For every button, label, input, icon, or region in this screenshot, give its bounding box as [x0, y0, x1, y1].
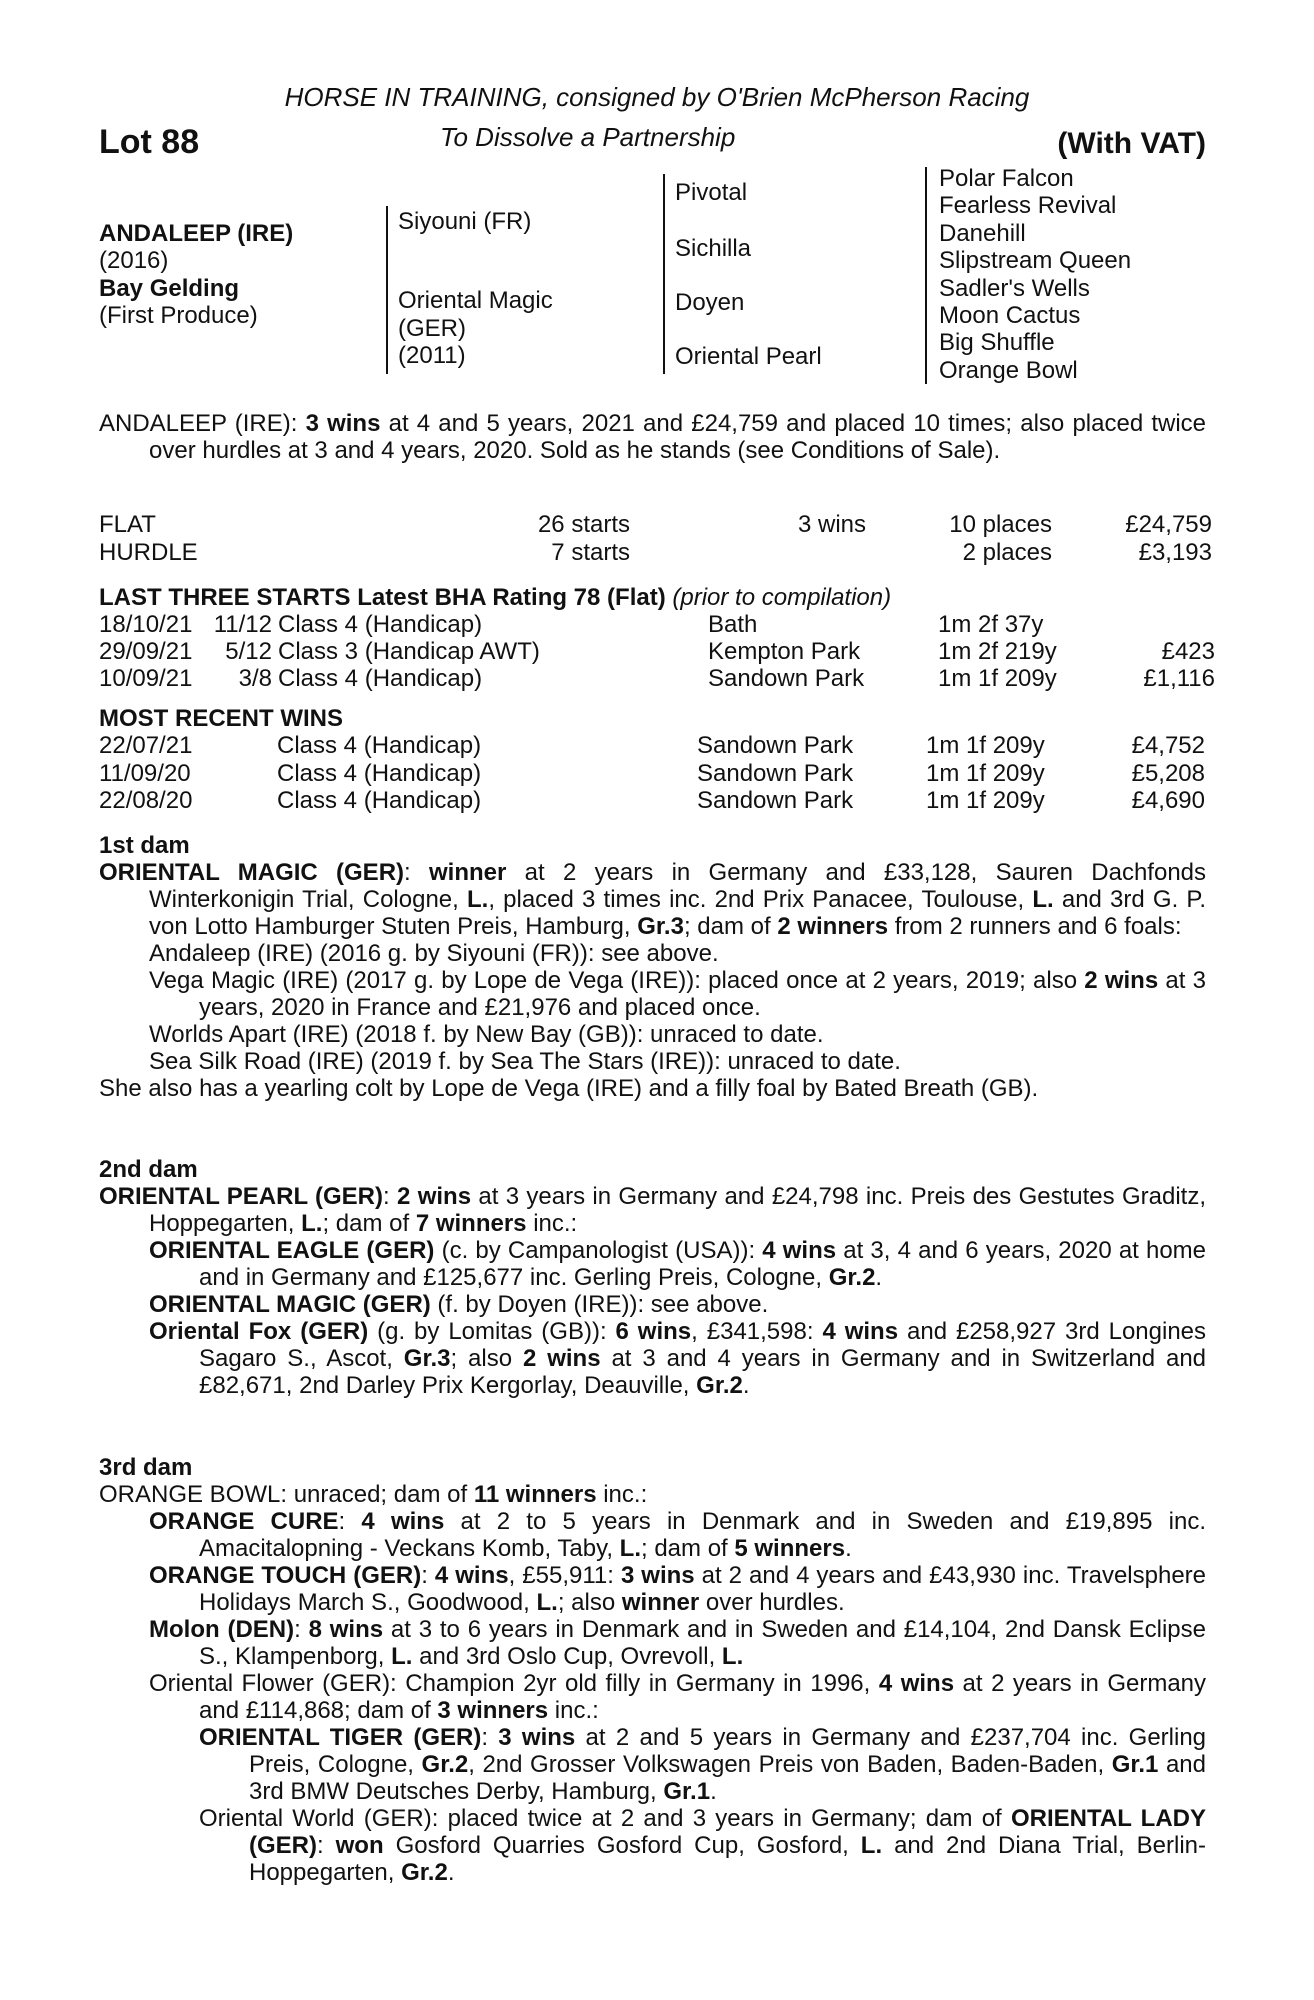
bold-text: Gr.2	[828, 1264, 876, 1291]
paragraph	[99, 1075, 1206, 1102]
record-prize: £3,193	[1138, 539, 1212, 566]
text: from 2 runners and 6 foals:	[888, 913, 1182, 940]
great-grandparent: Big Shuffle	[939, 329, 1055, 357]
bold-text: ORIENTAL LADY (GER)	[249, 1805, 1206, 1859]
record-prize: £24,759	[1125, 511, 1212, 538]
win-distance: 1m 1f 209y	[926, 759, 1045, 787]
bold-text: ORANGE TOUCH (GER)	[149, 1562, 422, 1589]
text: .	[875, 1264, 883, 1291]
text: :	[421, 1562, 435, 1589]
bold-text: ORIENTAL TIGER (GER)	[199, 1724, 482, 1751]
bold-text: 8 wins	[308, 1616, 384, 1643]
text: .	[742, 1372, 750, 1399]
pedigree-divider	[386, 206, 388, 374]
bold-text: ORIENTAL MAGIC (GER)	[99, 859, 405, 886]
bold-text: 4 wins	[762, 1237, 837, 1264]
bold-text: Oriental Fox (GER)	[149, 1318, 369, 1345]
text: at 3 years in Germany and £24,798 inc. Preis des Gestutes Graditz, Hoppegarten,	[149, 1183, 1207, 1237]
win-distance: 1m 1f 209y	[926, 732, 1045, 759]
text: (c. by Campanologist (USA)):	[434, 1237, 763, 1264]
last-three-note: (prior to compilation)	[672, 584, 892, 611]
text: Oriental World (GER): placed twice at 2 and 3 years in Germany; dam of	[199, 1805, 1011, 1832]
great-grandparents	[939, 165, 1131, 384]
recent-wins-heading: MOST RECENT WINS	[99, 705, 343, 732]
win-race: Class 4 (Handicap)	[277, 759, 482, 787]
bold-text: ORANGE CURE	[149, 1508, 339, 1535]
win-track: Sandown Park	[697, 787, 854, 814]
win-prize: £4,752	[1131, 732, 1205, 759]
win-race: Class 4 (Handicap)	[277, 787, 482, 814]
win-race: Class 4 (Handicap)	[277, 732, 482, 759]
horse-produce: (First Produce)	[99, 302, 258, 329]
text: , placed 3 times inc. 2nd Prix Panacee, Toulouse,	[488, 886, 1033, 913]
text: ; also	[450, 1345, 523, 1372]
horse-name: ANDALEEP (IRE)	[99, 220, 294, 247]
paragraph	[99, 1508, 1206, 1562]
text: at 2 years in Germany and £114,868; dam of	[199, 1670, 1207, 1724]
bold-text: 4 wins	[822, 1318, 899, 1345]
win-track: Sandown Park	[697, 732, 854, 759]
great-grandparent: Orange Bowl	[939, 356, 1078, 384]
record-wins: 3 wins	[797, 511, 866, 538]
record-type: FLAT	[99, 511, 156, 538]
start-row	[0, 665, 1314, 692]
text: .	[710, 1778, 717, 1805]
text: Worlds Apart (IRE) (2018 f. by New Bay (GB)): unraced to date.	[149, 1021, 824, 1048]
great-grandparent: Polar Falcon	[939, 165, 1074, 192]
paragraph	[99, 1237, 1206, 1291]
start-position: 11/12	[213, 611, 272, 638]
bold-text: 4 wins	[434, 1562, 509, 1589]
start-row	[0, 611, 1314, 638]
second-dam-heading: 2nd dam	[99, 1156, 198, 1183]
bold-text: Gr.1	[663, 1778, 711, 1805]
text: at 3 and 4 years in Germany and in Switzerland and £82,671, 2nd Darley Prix Kergorlay, Deauville,	[199, 1345, 1207, 1399]
bold-text: 11 winners	[473, 1481, 597, 1508]
text: (g. by Lomitas (GB)):	[368, 1318, 616, 1345]
text: Gosford Quarries Gosford Cup, Gosford,	[383, 1832, 861, 1859]
text: :	[294, 1616, 309, 1643]
bold-text: 4 wins	[361, 1508, 445, 1535]
bold-text: Gr.2	[401, 1859, 448, 1886]
paragraph	[99, 1670, 1206, 1724]
text: and 3rd BMW Deutsches Derby, Hamburg,	[249, 1751, 1207, 1805]
text: and 3rd Oslo Cup, Ovrevoll,	[412, 1643, 722, 1670]
text: :	[481, 1724, 499, 1751]
text: ORANGE BOWL: unraced; dam of	[99, 1481, 474, 1508]
start-position: 3/8	[238, 665, 272, 692]
bold-text: 2 wins	[522, 1345, 601, 1372]
start-race: Class 4 (Handicap)	[278, 611, 483, 638]
text: at 2 years in Germany and £33,128, Sauren Dachfonds Winterkonigin Trial, Cologne,	[149, 859, 1207, 913]
text: Andaleep (IRE) (2016 g. by Siyouni (FR)): see above.	[149, 940, 719, 967]
start-row	[0, 638, 1314, 665]
bold-text: 7 winners	[415, 1210, 527, 1237]
start-distance: 1m 2f 37y	[938, 611, 1044, 638]
grandparent: Oriental Pearl	[675, 343, 822, 370]
record-starts: 7 starts	[551, 539, 630, 566]
paragraph	[99, 967, 1206, 1021]
text: She also has a yearling colt by Lope de Vega (IRE) and a filly foal by Bated Breath (GB).	[99, 1075, 1039, 1102]
last-three-heading	[99, 584, 891, 611]
text: ANDALEEP (IRE):	[99, 410, 306, 437]
bold-text: 6 wins	[615, 1318, 692, 1345]
paragraph	[99, 1183, 1206, 1237]
text: at 2 to 5 years in Denmark and in Sweden and £19,895 inc. Amacitalopning - Veckans Komb, Taby,	[199, 1508, 1207, 1562]
text: ; also	[557, 1589, 622, 1616]
record-places: 10 places	[949, 511, 1052, 538]
record-row	[0, 511, 1314, 538]
bold-text: 2 winners	[777, 913, 889, 940]
bold-text: L.	[1032, 886, 1054, 913]
win-date: 22/07/21	[99, 732, 193, 759]
lot-number: Lot 88	[99, 123, 200, 161]
start-prize: £423	[1161, 638, 1215, 665]
bold-text: L.	[536, 1589, 558, 1616]
paragraph	[99, 1616, 1206, 1670]
bold-text: 4 wins	[878, 1670, 955, 1697]
first-dam-heading: 1st dam	[99, 832, 190, 859]
bold-text: 2 wins	[1084, 967, 1159, 994]
record-type: HURDLE	[99, 539, 198, 566]
win-distance: 1m 1f 209y	[926, 787, 1045, 814]
start-track: Sandown Park	[708, 665, 865, 692]
text: Vega Magic (IRE) (2017 g. by Lope de Vega (IRE)): placed once at 2 years, 2019; also	[149, 967, 1085, 994]
dam-year: (2011)	[398, 342, 466, 369]
start-date: 10/09/21	[99, 665, 193, 692]
second-dam-section	[99, 1156, 1206, 1399]
text: and 2nd Diana Trial, Berlin-Hoppegarten,	[249, 1832, 1206, 1886]
bold-text: Gr.1	[1111, 1751, 1159, 1778]
text: at 4 and 5 years, 2021 and £24,759 and placed 10 times; also placed twice over hurdles at 3 and 4 years, 2020. Sold as he stands (see Conditions of Sale).	[149, 410, 1206, 464]
bold-text: winner	[429, 859, 507, 886]
sire-name: Siyouni (FR)	[398, 208, 532, 235]
vat-label: (With VAT)	[1057, 127, 1206, 160]
paragraph	[99, 1805, 1206, 1886]
grandparent: Doyen	[675, 289, 745, 316]
win-row	[0, 760, 1314, 787]
third-dam-section	[99, 1454, 1206, 1886]
dam-origin: (GER)	[398, 315, 466, 342]
great-grandparent: Moon Cactus	[939, 302, 1081, 330]
text: at 3 years, 2020 in France and £21,976 and placed once.	[199, 967, 1207, 1021]
win-date: 22/08/20	[99, 787, 193, 814]
bold-text: 3 wins	[498, 1724, 576, 1751]
bold-text: Gr.2	[696, 1372, 743, 1399]
text: ; dam of	[641, 1535, 735, 1562]
paragraph	[99, 1481, 1206, 1508]
paragraph	[99, 1021, 1206, 1048]
paragraph	[99, 1562, 1206, 1616]
bold-text: won	[335, 1832, 384, 1859]
bold-text: L.	[391, 1643, 413, 1670]
text: .	[845, 1535, 852, 1562]
start-prize: £1,116	[1143, 665, 1215, 692]
win-prize: £5,208	[1131, 759, 1205, 787]
start-distance: 1m 1f 209y	[938, 665, 1057, 692]
third-dam-text	[99, 1481, 1206, 1886]
bold-text: 3 wins	[305, 410, 381, 437]
grandparent: Sichilla	[675, 235, 752, 262]
text: at 2 and 4 years and £43,930 inc. Travelsphere Holidays March S., Goodwood,	[199, 1562, 1206, 1616]
record-starts: 26 starts	[537, 511, 630, 538]
text: inc.:	[596, 1481, 648, 1508]
win-row	[0, 732, 1314, 759]
start-date: 18/10/21	[99, 611, 193, 638]
horse-sex: Bay Gelding	[99, 275, 240, 302]
bold-text: L.	[619, 1535, 641, 1562]
bold-text: Gr.3	[403, 1345, 451, 1372]
text: , 2nd Grosser Volkswagen Preis von Baden, Baden-Baden,	[468, 1751, 1112, 1778]
text: Sea Silk Road (IRE) (2019 f. by Sea The Stars (IRE)): unraced to date.	[149, 1048, 901, 1075]
paragraph	[99, 1318, 1206, 1399]
bold-text: ORIENTAL MAGIC (GER)	[149, 1291, 431, 1318]
record-row	[0, 539, 1314, 566]
text: and 3rd G. P. von Lotto Hamburger Stuten Preis, Hamburg,	[149, 886, 1206, 940]
sale-note: To Dissolve a Partnership	[440, 122, 736, 152]
text: and £258,927 3rd Longines Sagaro S., Ascot,	[199, 1318, 1207, 1372]
great-grandparent: Danehill	[939, 219, 1026, 247]
bold-text: Gr.3	[637, 913, 684, 940]
pedigree-divider	[925, 167, 927, 384]
great-grandparent: Sadler's Wells	[939, 274, 1090, 302]
consignment-title: HORSE IN TRAINING, consigned by O'Brien McPherson Racing	[284, 82, 1030, 112]
start-race: Class 3 (Handicap AWT)	[278, 638, 540, 665]
dam-name: Oriental Magic	[398, 287, 553, 314]
text: .	[447, 1859, 455, 1886]
race-summary	[99, 410, 1206, 464]
text: at 3 to 6 years in Denmark and in Sweden and £14,104, 2nd Dansk Eclipse S., Klampenborg,	[199, 1616, 1207, 1670]
grandparent: Pivotal	[675, 179, 748, 206]
win-date: 11/09/20	[99, 759, 191, 787]
bold-text: L.	[721, 1643, 744, 1670]
text: :	[383, 1183, 398, 1210]
paragraph	[99, 1048, 1206, 1075]
bold-text: L.	[860, 1832, 883, 1859]
text: :	[317, 1832, 336, 1859]
win-track: Sandown Park	[697, 759, 854, 787]
text: ; dam of	[322, 1210, 416, 1237]
text: :	[404, 859, 429, 886]
paragraph	[99, 1291, 1206, 1318]
start-distance: 1m 2f 219y	[938, 638, 1057, 665]
third-dam-heading: 3rd dam	[99, 1454, 193, 1481]
text: Oriental Flower (GER): Champion 2yr old filly in Germany in 1996,	[149, 1670, 879, 1697]
paragraph	[99, 859, 1206, 940]
text: :	[338, 1508, 362, 1535]
text: , £341,598:	[691, 1318, 823, 1345]
start-track: Bath	[708, 611, 758, 638]
first-dam-section	[99, 832, 1206, 1102]
text: at 3, 4 and 6 years, 2020 at home and in Germany and £125,677 inc. Gerling Preis, Cologne,	[199, 1237, 1207, 1291]
win-row	[0, 787, 1314, 814]
text: at 2 and 5 years in Germany and £237,704 inc. Gerling Preis, Cologne,	[249, 1724, 1207, 1778]
bold-text: Molon (DEN)	[149, 1616, 295, 1643]
bold-text: ORIENTAL EAGLE (GER)	[149, 1237, 435, 1264]
bold-text: 3 wins	[620, 1562, 695, 1589]
text: inc.:	[548, 1697, 599, 1724]
record-places: 2 places	[962, 539, 1052, 566]
second-dam-text	[99, 1183, 1206, 1399]
bold-text: winner	[621, 1589, 700, 1616]
text: (f. by Doyen (IRE)): see above.	[430, 1291, 769, 1318]
text: , £55,911:	[508, 1562, 621, 1589]
great-grandparent: Fearless Revival	[939, 192, 1117, 220]
pedigree-divider	[663, 174, 665, 374]
paragraph	[99, 410, 1206, 464]
bold-text: L.	[466, 886, 489, 913]
first-dam-text	[99, 859, 1206, 1102]
horse-year: (2016)	[99, 247, 169, 274]
text: ; dam of	[683, 913, 778, 940]
start-race: Class 4 (Handicap)	[278, 665, 483, 692]
bold-text: 3 winners	[437, 1697, 549, 1724]
text: over hurdles.	[699, 1589, 845, 1616]
bold-text: 5 winners	[734, 1535, 846, 1562]
paragraph	[99, 940, 1206, 967]
paragraph	[99, 1724, 1206, 1805]
bold-text: ORIENTAL PEARL (GER)	[99, 1183, 384, 1210]
bold-text: Gr.2	[421, 1751, 469, 1778]
text: inc.:	[526, 1210, 578, 1237]
start-position: 5/12	[225, 638, 272, 665]
win-prize: £4,690	[1131, 787, 1205, 814]
start-track: Kempton Park	[708, 638, 861, 665]
bold-text: 2 wins	[397, 1183, 472, 1210]
bold-text: L.	[301, 1210, 323, 1237]
last-three-title: LAST THREE STARTS Latest BHA Rating 78 (Flat)	[99, 584, 666, 611]
start-date: 29/09/21	[99, 638, 193, 665]
great-grandparent: Slipstream Queen	[939, 247, 1132, 275]
